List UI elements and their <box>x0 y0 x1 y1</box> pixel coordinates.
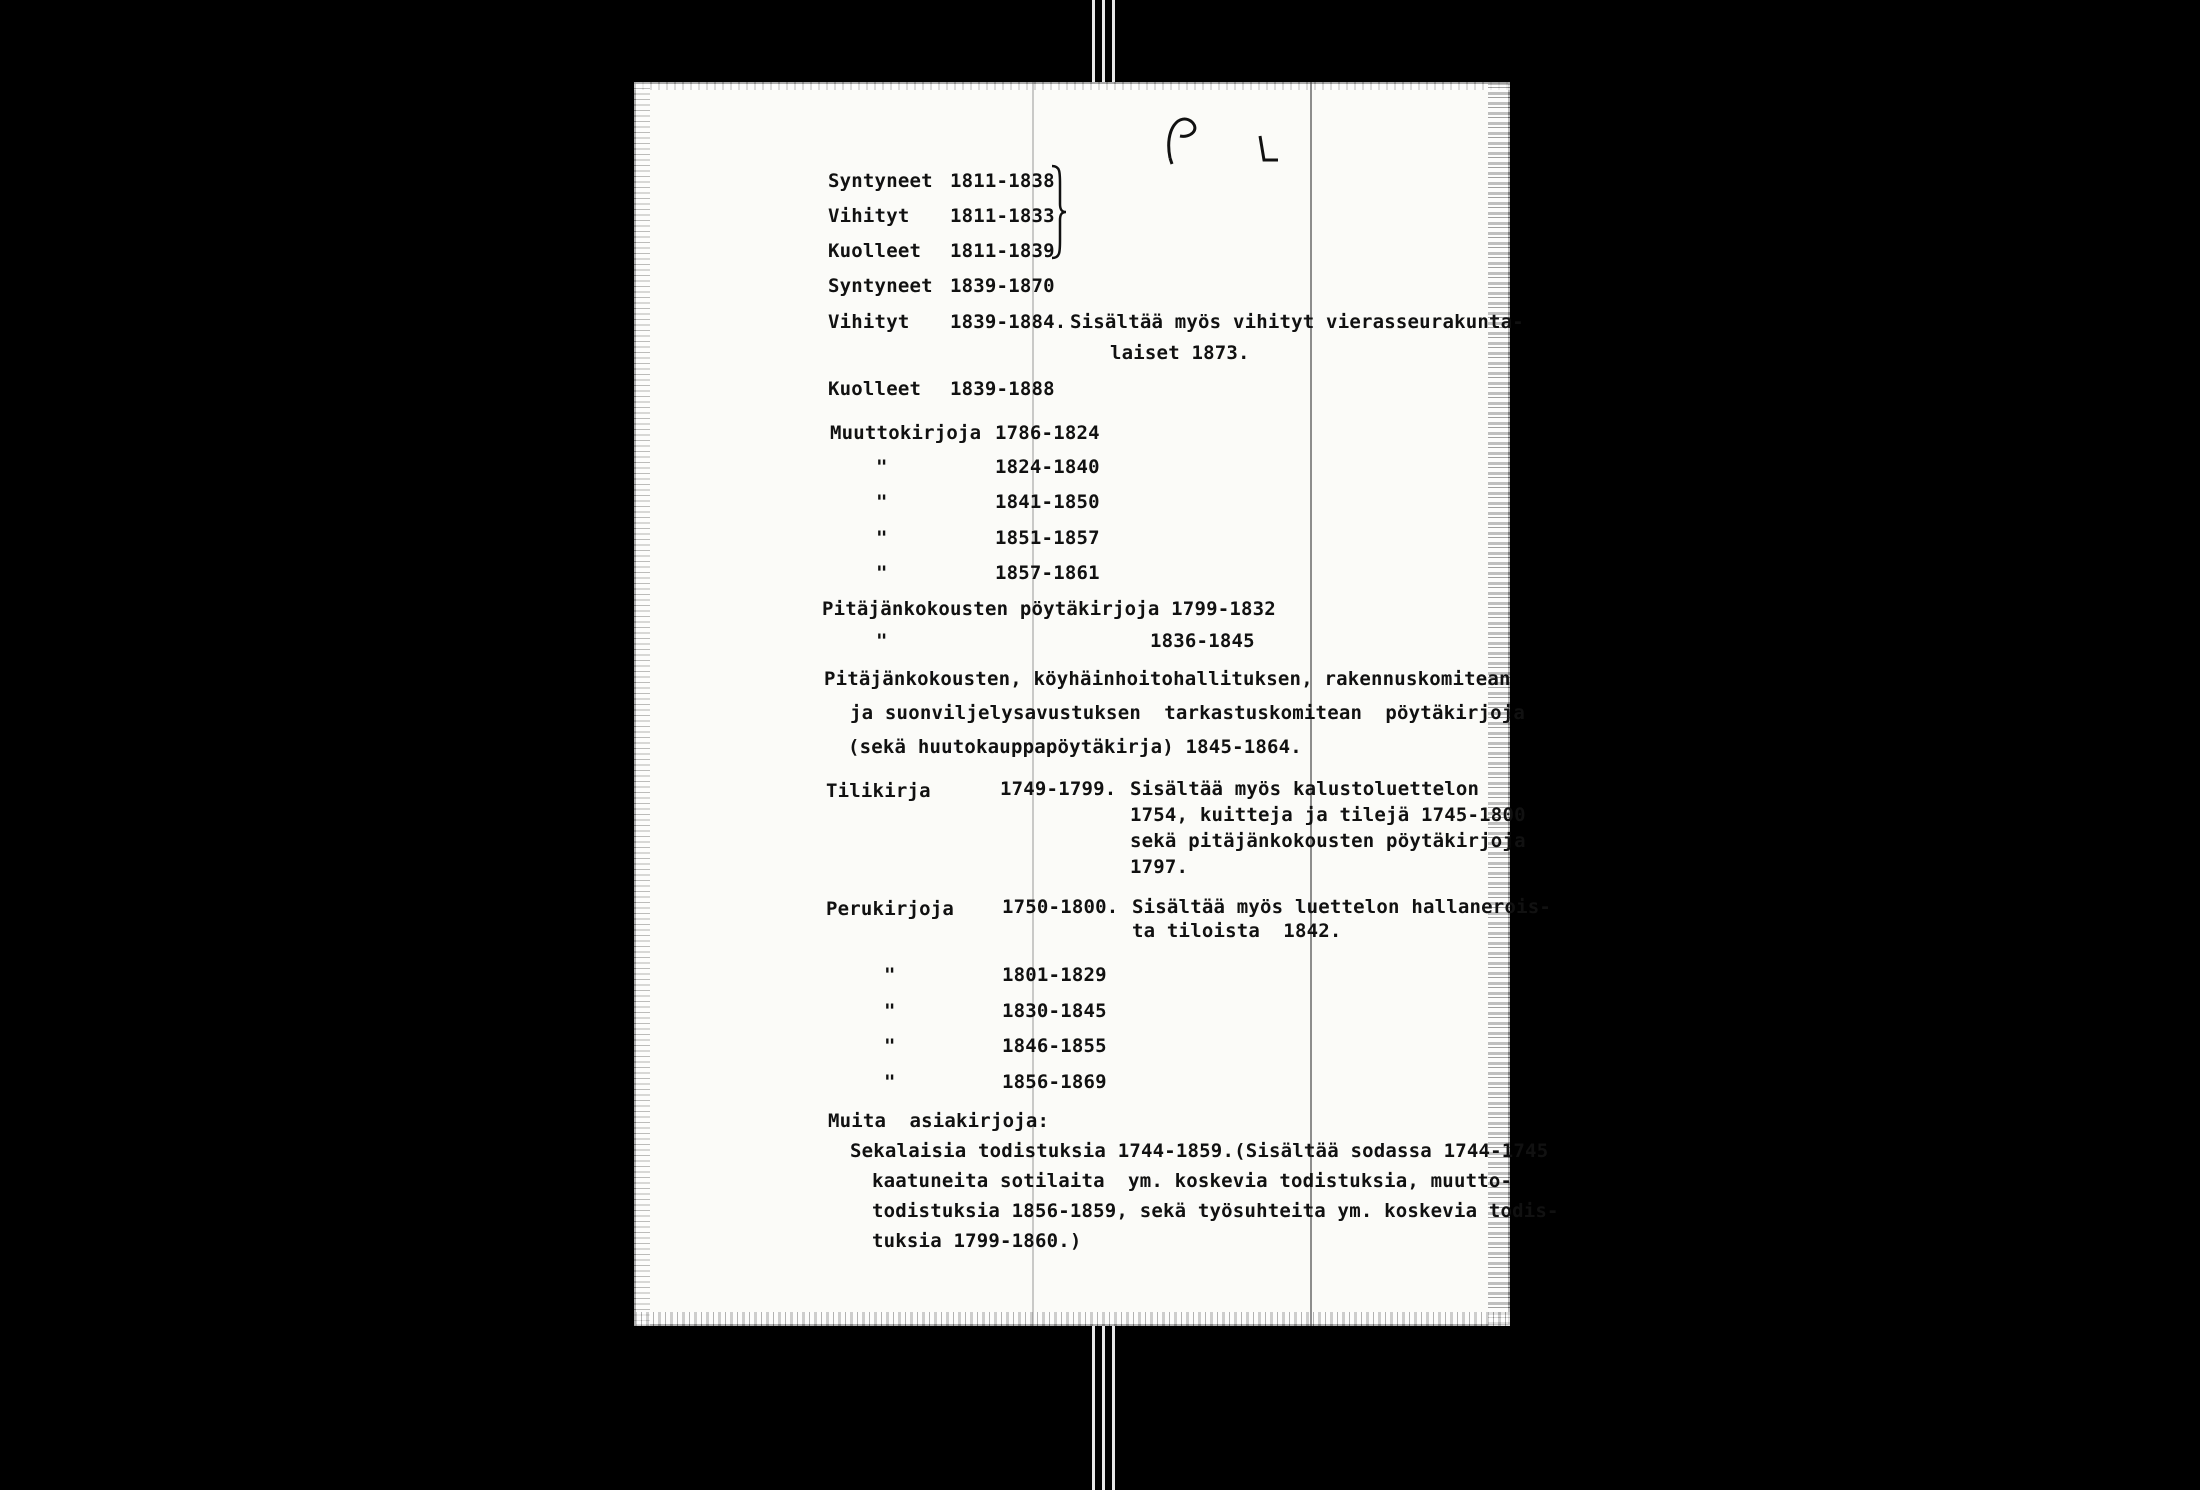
record-years: 1811-1838 <box>950 170 1055 192</box>
film-divider-line <box>1102 1322 1105 1490</box>
record-note: ta tiloista 1842. <box>1132 920 1342 942</box>
record-line: todistuksia 1856-1859, sekä työsuhteita ym. koskevia todis- <box>872 1200 1559 1222</box>
record-line: Pitäjänkokousten, köyhäinhoitohallituksen, rakennuskomitean <box>824 668 1511 690</box>
record-years: 1839-1884. <box>950 311 1067 333</box>
record-note: Sisältää myös luettelon hallanerois- <box>1132 896 1552 918</box>
record-line: Pitäjänkokousten pöytäkirjoja 1799-1832 <box>822 598 1276 620</box>
record-label: Kuolleet <box>828 378 922 400</box>
ditto-mark: " <box>884 1000 896 1022</box>
film-divider-line <box>1112 1322 1115 1490</box>
ditto-mark: " <box>876 527 888 549</box>
film-divider-line <box>1112 0 1115 88</box>
record-label: Kuolleet <box>828 240 922 262</box>
record-years: 1856-1869 <box>1002 1071 1107 1093</box>
record-note: 1754, kuitteja ja tilejä 1745-1800 <box>1130 804 1526 826</box>
scan-noise-left <box>634 82 650 1326</box>
record-years: 1749-1799. <box>1000 778 1117 800</box>
record-years: 1786-1824 <box>995 422 1100 444</box>
record-line: (sekä huutokauppapöytäkirja) 1845-1864. <box>848 736 1302 758</box>
record-line: ja suonviljelysavustuksen tarkastuskomitean pöytäkirjoja <box>850 702 1526 724</box>
record-years: 1851-1857 <box>995 527 1100 549</box>
ditto-mark: " <box>876 562 888 584</box>
record-years: 1811-1839 <box>950 240 1055 262</box>
film-divider-line <box>1092 1322 1095 1490</box>
record-label: Tilikirja <box>826 780 931 802</box>
record-note: Sisältää myös kalustoluettelon <box>1130 778 1480 800</box>
film-divider-line <box>1092 0 1095 88</box>
record-label: Syntyneet <box>828 170 933 192</box>
ditto-mark: " <box>876 456 888 478</box>
ditto-mark: " <box>884 964 896 986</box>
record-years: 1830-1845 <box>1002 1000 1107 1022</box>
record-line: kaatuneita sotilaita ym. koskevia todistuksia, muutto- <box>872 1170 1513 1192</box>
record-years: 1839-1870 <box>950 275 1055 297</box>
record-years: 1801-1829 <box>1002 964 1107 986</box>
ditto-mark: " <box>884 1071 896 1093</box>
record-label: Vihityt <box>828 311 910 333</box>
handwritten-mark <box>1160 108 1290 168</box>
record-line: tuksia 1799-1860.) <box>872 1230 1082 1252</box>
scan-noise-top <box>634 82 1510 90</box>
record-note: 1797. <box>1130 856 1189 878</box>
record-label: Syntyneet <box>828 275 933 297</box>
section-heading: Muita asiakirjoja: <box>828 1110 1050 1132</box>
record-note: Sisältää myös vihityt vierasseurakunta- <box>1070 311 1524 333</box>
record-years: 1839-1888 <box>950 378 1055 400</box>
record-label: Perukirjoja <box>826 898 955 920</box>
ditto-mark: " <box>876 630 888 652</box>
ditto-mark: " <box>884 1035 896 1057</box>
record-years: 1846-1855 <box>1002 1035 1107 1057</box>
record-years: 1824-1840 <box>995 456 1100 478</box>
record-years: 1750-1800. <box>1002 896 1119 918</box>
record-label: Muuttokirjoja <box>830 422 982 444</box>
film-divider-line <box>1102 0 1105 88</box>
record-note: sekä pitäjänkokousten pöytäkirjoja <box>1130 830 1526 852</box>
ditto-mark: " <box>876 491 888 513</box>
record-years: 1836-1845 <box>1150 630 1255 652</box>
record-note: laiset 1873. <box>1110 342 1250 364</box>
record-years: 1857-1861 <box>995 562 1100 584</box>
record-years: 1841-1850 <box>995 491 1100 513</box>
record-line: Sekalaisia todistuksia 1744-1859.(Sisältää sodassa 1744-1745 <box>850 1140 1549 1162</box>
scan-noise-bottom <box>634 1312 1510 1326</box>
record-years: 1811-1833 <box>950 205 1055 227</box>
record-label: Vihityt <box>828 205 910 227</box>
